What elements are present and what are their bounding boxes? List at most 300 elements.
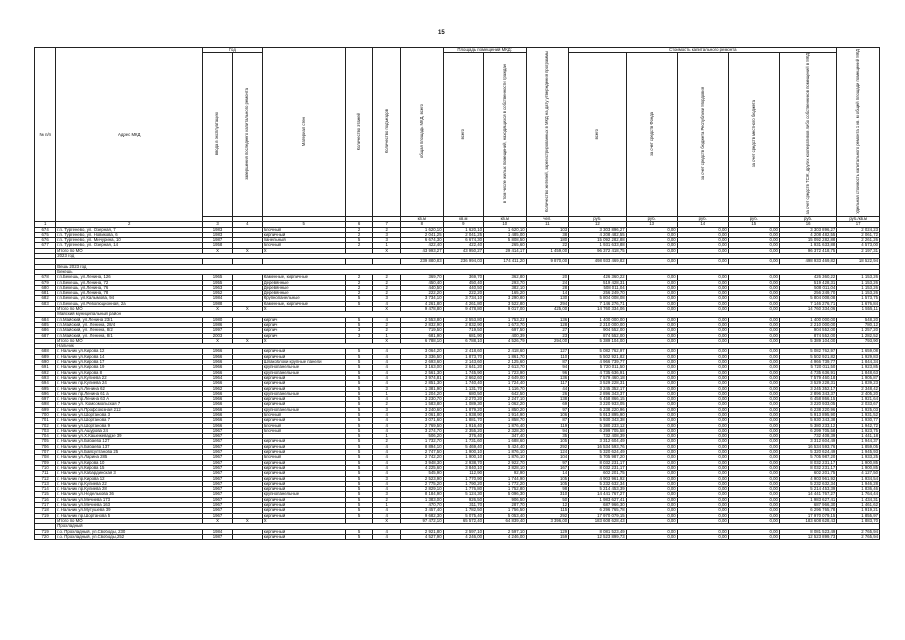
table-cell: 0,00: [677, 492, 728, 497]
table-cell: 1 876,10: [484, 450, 527, 455]
table-cell: Деревянные: [262, 285, 345, 290]
table-cell: г.п.Майский, ул.Ленина 23/1: [56, 317, 203, 322]
table-cell: 0,00: [626, 296, 677, 301]
table-cell: 8 081 523,49: [569, 529, 626, 534]
table-cell: 2 033,67: [837, 402, 880, 407]
table-cell: 0,00: [626, 455, 677, 460]
table-cell: 0,00: [728, 471, 779, 476]
table-cell: 4: [373, 481, 401, 486]
table-cell: г. Нальчик пр.Ленина 63 А: [56, 397, 203, 402]
table-cell: 1983: [203, 227, 233, 232]
table-cell: 5: [345, 460, 373, 465]
table-cell: 1 861,70: [484, 354, 527, 359]
table-cell: 1 879,20: [443, 407, 483, 412]
column-number: 11: [526, 222, 569, 227]
table-cell: 0,00: [677, 444, 728, 449]
table-cell: 2 662,60: [443, 375, 483, 380]
table-cell: 222,20: [401, 291, 444, 296]
table-cell: 4 526,79: [484, 338, 527, 343]
unit-total-area: кв.м: [401, 217, 444, 222]
table-cell: 0,00: [626, 280, 677, 285]
table-cell: кирпичный: [262, 503, 345, 508]
table-cell: 0,00: [626, 508, 677, 513]
table-cell: 2: [373, 439, 401, 444]
table-cell: X: [373, 518, 401, 523]
table-cell: 222,20: [443, 291, 483, 296]
table-cell: 6 674,30: [401, 238, 444, 243]
table-cell: кирпичный: [262, 386, 345, 391]
table-cell: 0,00: [728, 322, 779, 327]
table-cell: 4 735 636,91: [569, 370, 626, 375]
table-cell: 294: [526, 301, 569, 306]
table-cell: 0,00: [677, 460, 728, 465]
section-heading: Вешь 2023 год: [56, 264, 880, 269]
table-cell: 369,70: [443, 275, 483, 280]
table-cell: 0,00: [728, 513, 779, 518]
table-cell: 293,70: [484, 280, 527, 285]
table-cell: 12: [526, 503, 569, 508]
table-cell: 689: [35, 354, 56, 359]
table-cell: 0,00: [626, 238, 677, 243]
unit-cost-owners: руб.: [779, 217, 836, 222]
table-cell: 1966: [203, 349, 233, 354]
table-cell: 0,00: [626, 307, 677, 312]
table-cell: 422,40: [443, 243, 483, 248]
table-cell: 292: [526, 444, 569, 449]
table-cell: 0,00: [728, 465, 779, 470]
table-cell: 1 062,20: [484, 402, 527, 407]
table-cell: 1967: [203, 497, 233, 502]
table-cell: 6 788,10: [401, 338, 444, 343]
table-cell: 14 760 334,06: [569, 307, 626, 312]
table-cell: 0,00: [626, 354, 677, 359]
table-cell: 2 553,80: [401, 317, 444, 322]
table-cell: кирпичный: [262, 375, 345, 380]
table-cell: 110: [526, 354, 569, 359]
table-cell: X: [373, 248, 401, 253]
table-cell: 0,00: [626, 227, 677, 232]
table-cell: 1 555,11: [837, 307, 880, 312]
table-cell: 1 744,90: [484, 476, 527, 481]
table-cell: 874 552,00: [569, 333, 626, 338]
table-cell: блочный: [262, 423, 345, 428]
table-cell: г. Нальчик ул.Ашурова 24: [56, 428, 203, 433]
table-cell: 5: [345, 481, 373, 486]
table-cell: г.о. Прохладный, ул.Свободы, 230: [56, 529, 203, 534]
table-cell: 675: [35, 232, 56, 237]
table-cell: 0,00: [728, 428, 779, 433]
table-cell: 103: [526, 227, 569, 232]
table-cell: 2 597,10: [484, 529, 527, 534]
table-cell: 0,00: [677, 518, 728, 523]
table-cell: 0,00: [626, 232, 677, 237]
table-cell: 699: [35, 407, 56, 412]
table-cell: 3 071,60: [401, 418, 444, 423]
table-cell: 1 673,70: [484, 322, 527, 327]
table-cell: 1966: [203, 412, 233, 417]
table-cell: 1967: [203, 476, 233, 481]
table-cell: X: [203, 248, 233, 253]
table-cell: 5: [345, 418, 373, 423]
table-cell: 0,00: [626, 529, 677, 534]
table-cell: 2: [345, 227, 373, 232]
table-cell: 1 770,90: [443, 476, 483, 481]
table-cell: 4: [373, 354, 401, 359]
table-cell: 22: [526, 243, 569, 248]
table-cell: 0,00: [728, 492, 779, 497]
table-cell: г. Нальчик ул.Ленина 62: [56, 386, 203, 391]
table-cell: 1966: [203, 360, 233, 365]
table-cell: 18 522,94: [837, 259, 880, 264]
table-cell: 5 124,30: [443, 492, 483, 497]
table-cell: 1967: [203, 439, 233, 444]
table-cell: 5: [345, 428, 373, 433]
table-cell: 3 529 228,31: [569, 381, 626, 386]
table-cell: 4: [373, 423, 401, 428]
table-cell: 690: [35, 360, 56, 365]
table-cell: 174 411,20: [484, 259, 527, 264]
table-cell: 0,00: [626, 412, 677, 417]
table-cell: 2 355,20: [443, 428, 483, 433]
table-cell: 2: [345, 243, 373, 248]
table-cell: 1 836,46: [837, 487, 880, 492]
table-cell: Итого по МО: [56, 307, 203, 312]
table-cell: г. Нальчик ул.Ларина 285: [56, 455, 203, 460]
table-cell: 167: [526, 465, 569, 470]
table-cell: 1 900,10: [443, 455, 483, 460]
table-cell: 65 572,40: [443, 518, 483, 523]
table-cell: 87: [526, 418, 569, 423]
header-year-last-repair: завершения последнего капитального ремонта: [244, 88, 250, 180]
table-cell: 0,00: [677, 476, 728, 481]
table-cell: 1 790,20: [443, 481, 483, 486]
table-cell: 9 870,00: [526, 259, 569, 264]
table-cell: 92,90: [484, 471, 527, 476]
table-cell: г.п.Майский, ул. Ленина, 28/4: [56, 322, 203, 327]
table-cell: г. Нальчик ул.Кирова 8: [56, 370, 203, 375]
table-cell: 0,00: [677, 412, 728, 417]
table-cell: 0,00: [728, 503, 779, 508]
header-cost-owners: за счет средств ТСЖ, других кооперативов либо собственников помещений в МКД: [804, 53, 810, 215]
table-cell: 0,00: [677, 354, 728, 359]
table-cell: г. Нальчик пр.Кулиева 28: [56, 487, 203, 492]
table-cell: 26: [526, 391, 569, 396]
table-cell: 2: [373, 322, 401, 327]
table-cell: 1 153,26: [837, 275, 880, 280]
table-cell: 23: [526, 333, 569, 338]
section-heading: 2023 год: [56, 254, 880, 259]
column-number: 14: [677, 222, 728, 227]
table-cell: кирпичный: [262, 497, 345, 502]
table-cell: 1: [373, 434, 401, 439]
table-cell: 130: [526, 296, 569, 301]
table-cell: г. Нальчик пр.Кулиева 22: [56, 481, 203, 486]
table-cell: 0,00: [677, 455, 728, 460]
table-cell: 1 900,85: [837, 460, 880, 465]
unit-cost-region: руб.: [677, 217, 728, 222]
table-cell: Итого по МО: [56, 338, 203, 343]
table-cell: 2 418,60: [443, 349, 483, 354]
table-cell: 3 274,70: [401, 428, 444, 433]
table-cell: г. Нальчик пр.Кулиева 24: [56, 381, 203, 386]
table-cell: 4 573,00: [837, 243, 880, 248]
table-cell: 127: [526, 349, 569, 354]
table-cell: 0,00: [728, 317, 779, 322]
table-cell: 0,00: [728, 365, 779, 370]
table-cell: 5: [345, 439, 373, 444]
column-number: 10: [484, 222, 527, 227]
table-cell: 5 705 987,20: [779, 455, 836, 460]
table-cell: 1 583,80: [401, 402, 444, 407]
table-cell: 684: [35, 317, 56, 322]
column-number: 15: [728, 222, 779, 227]
table-cell: 0,00: [728, 434, 779, 439]
table-cell: 1 881,70: [443, 418, 483, 423]
table-cell: кирпичный: [262, 444, 345, 449]
table-cell: 2 523,90: [401, 476, 444, 481]
table-cell: 1 855,97: [837, 513, 880, 518]
table-cell: 696: [35, 391, 56, 396]
table-cell: 2 765,94: [837, 529, 880, 534]
table-cell: 906,50: [484, 497, 527, 502]
table-cell: 6 458 866,15: [779, 397, 836, 402]
table-cell: 4: [373, 428, 401, 433]
table-cell: 0,00: [677, 296, 728, 301]
table-cell: 0,00: [626, 243, 677, 248]
table-cell: 1966: [203, 354, 233, 359]
table-cell: 0,00: [728, 497, 779, 502]
table-cell: 4: [373, 508, 401, 513]
table-cell: 0,00: [677, 465, 728, 470]
table-cell: 64 839,40: [484, 518, 527, 523]
table-cell: 6 299 705,58: [779, 428, 836, 433]
table-cell: 1 929,83: [837, 354, 880, 359]
table-cell: 5 502 921,82: [779, 354, 836, 359]
table-cell: кирпичный: [262, 232, 345, 237]
table-cell: 3: [373, 386, 401, 391]
table-cell: 3 064,20: [401, 349, 444, 354]
table-cell: 4: [373, 365, 401, 370]
table-cell: 0,00: [677, 307, 728, 312]
table-cell: 3 290,80: [484, 296, 527, 301]
table-cell: 1 573,75: [837, 296, 880, 301]
table-cell: 1 876,40: [484, 423, 527, 428]
table-cell: 687 966,30: [779, 503, 836, 508]
table-cell: 0,00: [728, 338, 779, 343]
table-cell: 1 876,10: [484, 455, 527, 460]
table-cell: 0,00: [677, 534, 728, 539]
table-cell: г. Нальчик пр.Кирова 12: [56, 476, 203, 481]
table-cell: 450,40: [401, 280, 444, 285]
column-number: 16: [779, 222, 836, 227]
table-cell: г.о. Прохладный, ул.Свободы,252: [56, 534, 203, 539]
table-cell: 0,00: [626, 275, 677, 280]
table-cell: 681: [35, 291, 56, 296]
table-cell: 5: [345, 529, 373, 534]
table-cell: 0,00: [728, 301, 779, 306]
table-cell: 5 053,40: [484, 513, 527, 518]
table-cell: 294,00: [526, 338, 569, 343]
table-cell: 3 529 228,31: [779, 381, 836, 386]
table-cell: 5 214 453,39: [569, 487, 626, 492]
table-cell: 0,00: [626, 407, 677, 412]
table-cell: г.п.Бекешь, ул.Революционная, 2а: [56, 301, 203, 306]
table-cell: 1 945,93: [837, 450, 880, 455]
table-cell: 5 389 104,00: [779, 338, 836, 343]
table-cell: 0,00: [677, 402, 728, 407]
table-cell: 5 389 104,00: [569, 338, 626, 343]
table-cell: 4: [373, 513, 401, 518]
table-cell: 2 247,10: [484, 397, 527, 402]
header-cost-group: Стоимость капитального ремонта: [569, 48, 837, 53]
table-cell: кирпичный: [262, 508, 345, 513]
table-cell: 2 896 343,37: [569, 391, 626, 396]
table-cell: 2 405,20: [837, 391, 880, 396]
table-cell: 0,00: [626, 301, 677, 306]
table-cell: 0,00: [677, 375, 728, 380]
table-cell: 1 434,31: [837, 497, 880, 502]
header-residents: Количество жителей, зарегистрированных в МКД на дату утверждения программы: [544, 50, 550, 212]
table-cell: 50: [526, 497, 569, 502]
column-number: 12: [569, 222, 626, 227]
table-cell: 1 983 627,41: [569, 497, 626, 502]
table-cell: г. Нальчик ул.Кабардинская 3: [56, 471, 203, 476]
table-cell: 545,90: [401, 471, 444, 476]
table-cell: 440,50: [443, 285, 483, 290]
table-cell: 17 970 079,15: [779, 513, 836, 518]
table-cell: 2 613,70: [484, 365, 527, 370]
column-number: 8: [401, 222, 444, 227]
header-premises-private: в том числе жилых помещений, находящихся в собственности граждан: [501, 64, 507, 204]
table-cell: 159: [526, 534, 569, 539]
table-cell: 0,00: [677, 328, 728, 333]
table-cell: 3 828,10: [484, 465, 527, 470]
table-cell: 0,00: [626, 460, 677, 465]
table-cell: 4: [373, 317, 401, 322]
table-cell: 1 756,50: [484, 508, 527, 513]
table-cell: 5: [345, 317, 373, 322]
table-cell: 0,00: [677, 285, 728, 290]
table-cell: 2: [373, 285, 401, 290]
table-cell: крупнопанельные: [262, 365, 345, 370]
table-cell: 4: [373, 375, 401, 380]
table-cell: 310: [526, 492, 569, 497]
table-cell: 0,00: [728, 381, 779, 386]
table-cell: 1 659,08: [837, 349, 880, 354]
table-cell: 16 534 593,76: [779, 444, 836, 449]
table-cell: 14 760 334,06: [779, 307, 836, 312]
table-cell: 1 764,44: [837, 492, 880, 497]
table-cell: 0,00: [626, 291, 677, 296]
table-cell: 5 930 343,38: [779, 418, 836, 423]
table-cell: 4 208 482,55: [569, 232, 626, 237]
table-cell: 703: [35, 428, 56, 433]
table-cell: 87: [526, 360, 569, 365]
table-cell: X: [373, 307, 401, 312]
table-cell: 5 804 008,08: [569, 296, 626, 301]
table-cell: 0,00: [728, 375, 779, 380]
table-cell: 5: [345, 381, 373, 386]
table-cell: 508 011,04: [569, 285, 626, 290]
table-cell: 0,00: [677, 275, 728, 280]
table-cell: кирпичный: [262, 529, 345, 534]
table-cell: 0,00: [626, 370, 677, 375]
table-cell: 0,00: [677, 503, 728, 508]
table-cell: 548,20: [837, 317, 880, 322]
table-cell: 1 839,23: [837, 381, 880, 386]
table-cell: 0,00: [728, 407, 779, 412]
table-cell: 8 894,10: [401, 444, 444, 449]
table-cell: 1: [373, 243, 401, 248]
table-cell: 1 153,26: [837, 280, 880, 285]
table-cell: 1 459,00: [526, 248, 569, 253]
header-year: Год: [203, 48, 263, 53]
header-cost-fund: за счет средств Фонда: [648, 111, 654, 156]
column-number: 2: [56, 222, 203, 227]
table-cell: 0,00: [677, 243, 728, 248]
table-cell: X: [232, 248, 262, 253]
table-cell: X: [262, 518, 345, 523]
table-cell: 680: [35, 285, 56, 290]
table-cell: 2 197,31: [837, 248, 880, 253]
table-cell: 1 921,64: [837, 397, 880, 402]
table-cell: 5: [345, 391, 373, 396]
column-number: 1: [35, 222, 56, 227]
table-cell: 2: [373, 497, 401, 502]
table-cell: 0,00: [728, 227, 779, 232]
table-cell: 362,80: [484, 275, 527, 280]
header-unit-cost: Удельная стоимость капитального ремонта 1 кв. м общей площади помещений МКД: [855, 48, 861, 214]
table-cell: 5 913 895,90: [569, 412, 626, 417]
table-cell: 4 208 482,55: [779, 232, 836, 237]
table-cell: 1 688,60: [484, 439, 527, 444]
table-cell: 2: [345, 280, 373, 285]
table-cell: 697,50: [484, 328, 527, 333]
table-cell: 1 131,70: [443, 386, 483, 391]
table-cell: 1 153,26: [837, 285, 880, 290]
column-number: 7: [373, 222, 401, 227]
table-cell: 5: [345, 497, 373, 502]
table-cell: 165,20: [484, 291, 527, 296]
table-cell: 4: [373, 301, 401, 306]
table-cell: 14 441 767,27: [779, 492, 836, 497]
table-cell: 0,00: [728, 386, 779, 391]
table-cell: 43 950,27: [443, 248, 483, 253]
table-cell: 2 649,00: [484, 375, 527, 380]
table-cell: г.п. Тургенево, ул. Озерная, 7: [56, 227, 203, 232]
table-cell: 5 804 008,08: [779, 296, 836, 301]
table-cell: 3 312 604,49: [569, 439, 626, 444]
table-cell: 1986: [203, 322, 233, 327]
table-cell: 1: [373, 333, 401, 338]
table-cell: 1 859,05: [837, 444, 880, 449]
table-cell: 15 092 282,88: [569, 238, 626, 243]
header-premises-area: Площадь помещений МКД:: [443, 48, 526, 53]
table-cell: 1 282,52: [837, 333, 880, 338]
table-cell: 2 938,70: [443, 460, 483, 465]
table-cell: 94: [526, 365, 569, 370]
table-cell: X: [203, 518, 233, 523]
table-cell: блочный: [262, 412, 345, 417]
table-cell: 0,00: [626, 434, 677, 439]
table-cell: 707: [35, 450, 56, 455]
table-cell: панельный: [262, 238, 345, 243]
table-cell: 715: [35, 492, 56, 497]
table-cell: X: [262, 338, 345, 343]
table-cell: 0,00: [677, 529, 728, 534]
table-cell: 2 829,10: [401, 487, 444, 492]
table-cell: 5: [345, 360, 373, 365]
